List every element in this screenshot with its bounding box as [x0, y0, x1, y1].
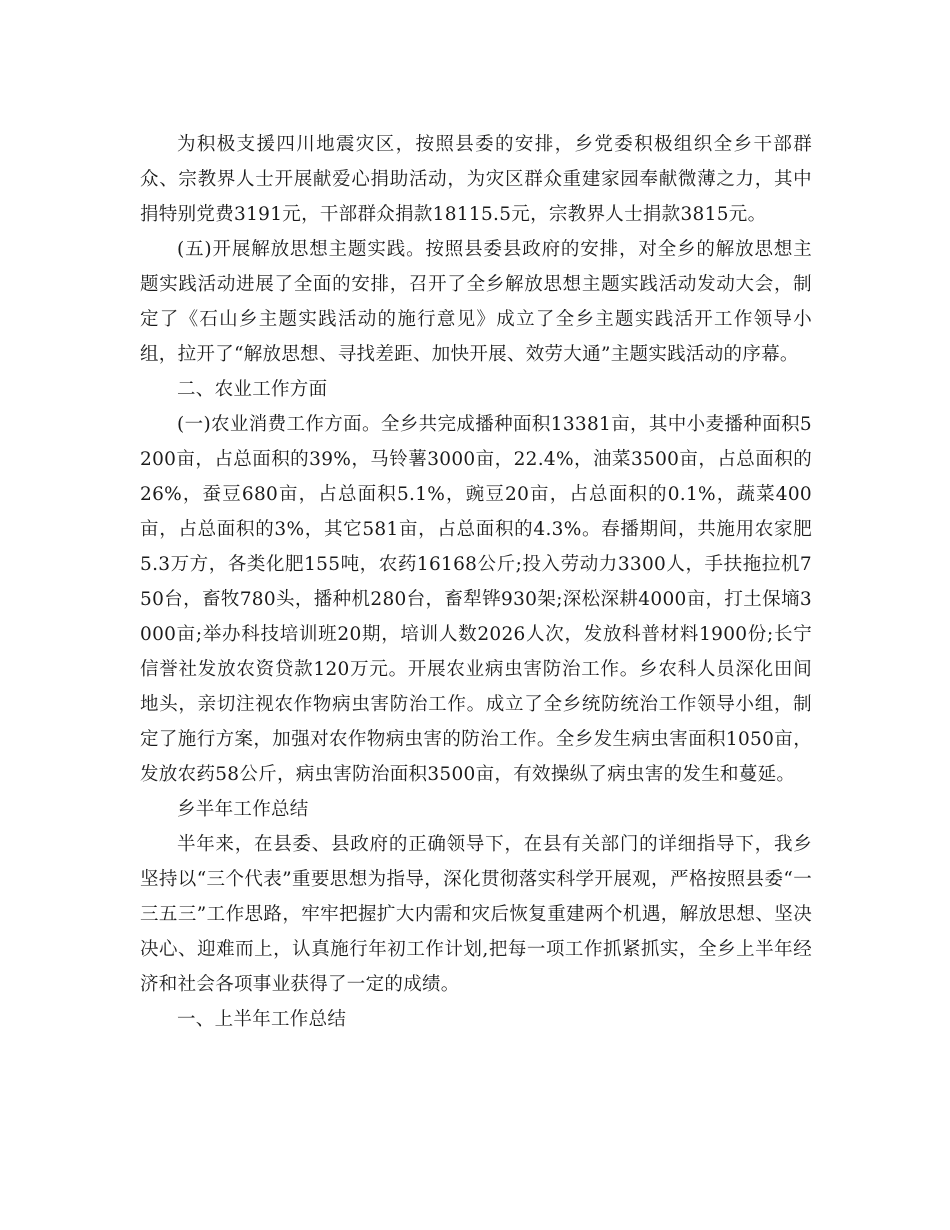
paragraph-half-year-intro: 半年来，在县委、县政府的正确领导下，在县有关部门的详细指导下，我乡坚持以“三个代表”重要思想为指导，深化贯彻落实科学开展观，严格按照县委“一三五三”工作思路，牢牢把握扩大内需和灾后恢复重建两个机遇，解放思想、坚决决心、迎难而上，认真施行年初工作计划,把每一项工作抓紧抓实，全乡上半年经济和社会各项事业获得了一定的成绩。 [140, 834, 812, 995]
section-heading-half-year-summary: 乡半年工作总结 [177, 799, 309, 820]
section-heading-first-half-summary: 一、上半年工作总结 [177, 1009, 347, 1030]
document-body [140, 127, 812, 1037]
paragraph-earthquake-donation: 为积极支援四川地震灾区，按照县委的安排，乡党委积极组织全乡干部群众、宗教界人士开展献爱心捐助活动，为灾区群众重建家园奉献微薄之力，其中捐特别党费3191元，干部群众捐款18115.5元，宗教界人士捐款3815元。 [140, 134, 812, 225]
paragraph-agricultural-production: (一)农业消费工作方面。全乡共完成播种面积13381亩，其中小麦播种面积5200亩，占总面积的39%，马铃薯3000亩，22.4%，油菜3500亩，占总面积的26%，蚕豆680亩，占总面积5.1%，豌豆20亩，占总面积的0.1%，蔬菜400亩，占总面积的3%，其它581亩，占总面积的4.3%。春播期间，共施用农家肥5.3万方，各类化肥155吨，农药16168公斤;投入劳动力3300人，手扶拖拉机750台，畜牧780头，播种机280台，畜犁铧930架;深松深耕4000亩，打土保墒3000亩;举办科技培训班20期，培训人数2026人次，发放科普材料1900份;长宁信誉社发放农资贷款120万元。开展农业病虫害防治工作。乡农科人员深化田间地头，亲切注视农作物病虫害防治工作。成立了全乡统防统治工作领导小组，制定了施行方案，加强对农作物病虫害的防治工作。全乡发生病虫害面积1050亩，发放农药58公斤，病虫害防治面积3500亩，有效操纵了病虫害的发生和蔓延。 [140, 414, 812, 785]
section-heading-agriculture: 二、农业工作方面 [177, 379, 328, 400]
paragraph-thought-liberation: (五)开展解放思想主题实践。按照县委县政府的安排，对全乡的解放思想主题实践活动进展了全面的安排，召开了全乡解放思想主题实践活动发动大会，制定了《石山乡主题实践活动的施行意见》成立了全乡主题实践活开工作领导小组，拉开了“解放思想、寻找差距、加快开展、效劳大通”主题实践活动的序幕。 [140, 239, 812, 365]
